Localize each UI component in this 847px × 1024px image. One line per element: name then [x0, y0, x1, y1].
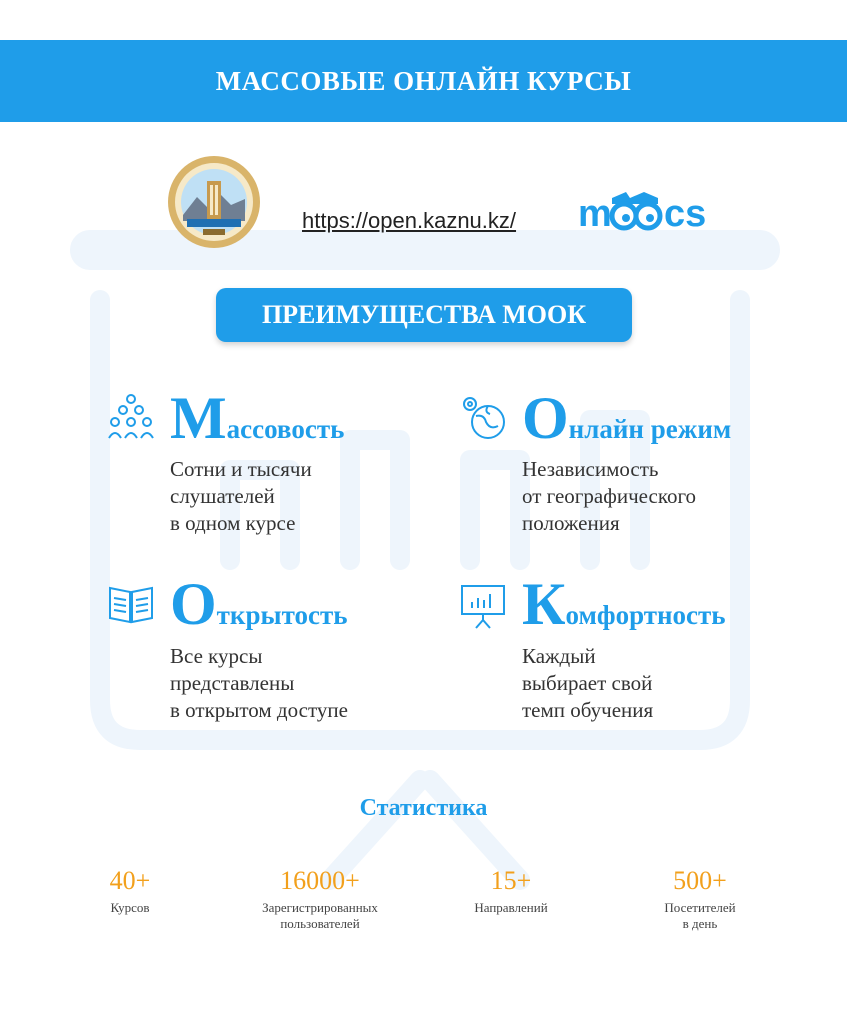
feature-desc-online: Независимость от географического положения	[522, 457, 697, 535]
stat-users	[220, 866, 420, 932]
presentation-board-icon	[458, 580, 508, 630]
advantages-banner	[216, 288, 632, 342]
stat-value: 15+	[490, 866, 532, 895]
globe-gear-icon	[458, 392, 508, 442]
stat-courses	[30, 866, 230, 916]
page-title: МАССОВЫЕ ОНЛАЙН КУРСЫ	[215, 65, 632, 96]
stat-label: Посетителей в день	[664, 900, 736, 931]
university-seal	[167, 155, 261, 249]
stat-label: Курсов	[110, 900, 150, 915]
stats-title: Статистика	[359, 795, 488, 821]
open-book-icon	[106, 578, 156, 628]
stat-directions	[411, 866, 611, 916]
feature-desc-comfort: Каждый выбирает свой темп обучения	[522, 644, 654, 722]
stat-value: 40+	[109, 866, 151, 895]
feature-title-online: Онлайн режим	[522, 385, 732, 451]
feature-desc-open: Все курсы представлены в открытом доступе	[170, 644, 348, 722]
stat-label: Направлений	[474, 900, 548, 915]
feature-title-mass: Массовость	[170, 385, 345, 451]
people-group-icon	[106, 392, 156, 442]
feature-title-comfort: Комфортность	[522, 571, 726, 637]
site-link[interactable]: https://open.kaznu.kz/	[302, 208, 517, 233]
header-bar	[0, 40, 847, 122]
moocs-logo	[578, 184, 740, 234]
stat-value: 500+	[673, 866, 727, 895]
stat-value: 16000+	[280, 866, 360, 895]
svg-text:m: m	[578, 193, 612, 234]
svg-text:cs: cs	[664, 193, 707, 234]
feature-title-open: Открытость	[170, 571, 348, 637]
advantages-title: ПРЕИМУЩЕСТВА МООК	[261, 300, 587, 329]
stat-visitors	[600, 866, 800, 932]
stat-label: Зарегистрированных пользователей	[262, 900, 378, 931]
feature-desc-mass: Сотни и тысячи слушателей в одном курсе	[170, 457, 312, 535]
